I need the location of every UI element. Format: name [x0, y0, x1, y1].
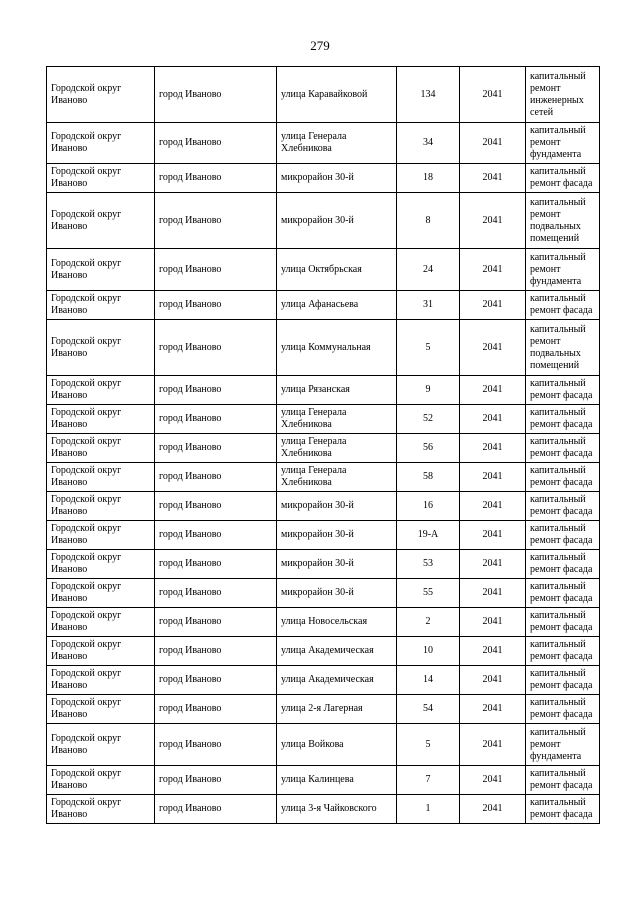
house-number-cell: 31 [397, 291, 460, 320]
street-cell: микрорайон 30-й [277, 193, 397, 249]
year-cell: 2041 [460, 164, 526, 193]
street-cell: улица Октябрьская [277, 249, 397, 291]
work-type-cell: капитальный ремонт подвальных помещений [526, 320, 600, 376]
year-cell: 2041 [460, 249, 526, 291]
city-cell: город Иваново [155, 123, 277, 164]
table-row [47, 67, 600, 123]
table-row [47, 193, 600, 249]
work-type-cell: капитальный ремонт фундамента [526, 724, 600, 766]
city-cell: город Иваново [155, 666, 277, 695]
year-cell: 2041 [460, 405, 526, 434]
repair-schedule-table [46, 66, 600, 824]
house-number-cell: 16 [397, 492, 460, 521]
city-cell: город Иваново [155, 249, 277, 291]
year-cell: 2041 [460, 608, 526, 637]
work-type-cell: капитальный ремонт фасада [526, 291, 600, 320]
year-cell: 2041 [460, 463, 526, 492]
city-cell: город Иваново [155, 193, 277, 249]
house-number-cell: 24 [397, 249, 460, 291]
okrug-cell: Городской округ Иваново [47, 695, 155, 724]
year-cell: 2041 [460, 67, 526, 123]
table-row [47, 521, 600, 550]
year-cell: 2041 [460, 193, 526, 249]
city-cell: город Иваново [155, 766, 277, 795]
city-cell: город Иваново [155, 492, 277, 521]
okrug-cell: Городской округ Иваново [47, 249, 155, 291]
work-type-cell: капитальный ремонт фасада [526, 766, 600, 795]
table-row [47, 164, 600, 193]
year-cell: 2041 [460, 795, 526, 824]
year-cell: 2041 [460, 376, 526, 405]
house-number-cell: 53 [397, 550, 460, 579]
year-cell: 2041 [460, 637, 526, 666]
okrug-cell: Городской округ Иваново [47, 123, 155, 164]
work-type-cell: капитальный ремонт подвальных помещений [526, 193, 600, 249]
city-cell: город Иваново [155, 376, 277, 405]
okrug-cell: Городской округ Иваново [47, 434, 155, 463]
street-cell: улица Каравайковой [277, 67, 397, 123]
table-row [47, 463, 600, 492]
year-cell: 2041 [460, 666, 526, 695]
work-type-cell: капитальный ремонт фасада [526, 405, 600, 434]
table-row [47, 695, 600, 724]
house-number-cell: 7 [397, 766, 460, 795]
year-cell: 2041 [460, 123, 526, 164]
house-number-cell: 10 [397, 637, 460, 666]
year-cell: 2041 [460, 724, 526, 766]
city-cell: город Иваново [155, 164, 277, 193]
okrug-cell: Городской округ Иваново [47, 405, 155, 434]
table-row [47, 608, 600, 637]
street-cell: улица Коммунальная [277, 320, 397, 376]
work-type-cell: капитальный ремонт фасада [526, 695, 600, 724]
street-cell: улица 3-я Чайковского [277, 795, 397, 824]
okrug-cell: Городской округ Иваново [47, 766, 155, 795]
year-cell: 2041 [460, 579, 526, 608]
city-cell: город Иваново [155, 67, 277, 123]
year-cell: 2041 [460, 521, 526, 550]
house-number-cell: 1 [397, 795, 460, 824]
work-type-cell: капитальный ремонт фасада [526, 579, 600, 608]
table-row [47, 434, 600, 463]
house-number-cell: 134 [397, 67, 460, 123]
year-cell: 2041 [460, 320, 526, 376]
okrug-cell: Городской округ Иваново [47, 291, 155, 320]
okrug-cell: Городской округ Иваново [47, 376, 155, 405]
year-cell: 2041 [460, 550, 526, 579]
house-number-cell: 55 [397, 579, 460, 608]
table-row [47, 376, 600, 405]
street-cell: улица Рязанская [277, 376, 397, 405]
house-number-cell: 58 [397, 463, 460, 492]
street-cell: улица 2-я Лагерная [277, 695, 397, 724]
city-cell: город Иваново [155, 550, 277, 579]
year-cell: 2041 [460, 492, 526, 521]
city-cell: город Иваново [155, 521, 277, 550]
street-cell: улица Академическая [277, 637, 397, 666]
year-cell: 2041 [460, 766, 526, 795]
street-cell: улица Генерала Хлебникова [277, 434, 397, 463]
street-cell: улица Генерала Хлебникова [277, 123, 397, 164]
okrug-cell: Городской округ Иваново [47, 666, 155, 695]
okrug-cell: Городской округ Иваново [47, 521, 155, 550]
house-number-cell: 34 [397, 123, 460, 164]
street-cell: улица Афанасьева [277, 291, 397, 320]
table-row [47, 320, 600, 376]
work-type-cell: капитальный ремонт фасада [526, 376, 600, 405]
street-cell: микрорайон 30-й [277, 521, 397, 550]
okrug-cell: Городской округ Иваново [47, 492, 155, 521]
okrug-cell: Городской округ Иваново [47, 164, 155, 193]
house-number-cell: 8 [397, 193, 460, 249]
okrug-cell: Городской округ Иваново [47, 320, 155, 376]
city-cell: город Иваново [155, 463, 277, 492]
street-cell: микрорайон 30-й [277, 492, 397, 521]
work-type-cell: капитальный ремонт фасада [526, 164, 600, 193]
year-cell: 2041 [460, 291, 526, 320]
work-type-cell: капитальный ремонт фасада [526, 608, 600, 637]
table-row [47, 405, 600, 434]
okrug-cell: Городской округ Иваново [47, 193, 155, 249]
street-cell: улица Калинцева [277, 766, 397, 795]
okrug-cell: Городской округ Иваново [47, 579, 155, 608]
house-number-cell: 2 [397, 608, 460, 637]
table-row [47, 795, 600, 824]
work-type-cell: капитальный ремонт фасада [526, 550, 600, 579]
house-number-cell: 5 [397, 320, 460, 376]
table-row [47, 550, 600, 579]
table-row [47, 724, 600, 766]
city-cell: город Иваново [155, 608, 277, 637]
city-cell: город Иваново [155, 579, 277, 608]
work-type-cell: капитальный ремонт фасада [526, 637, 600, 666]
city-cell: город Иваново [155, 291, 277, 320]
street-cell: улица Генерала Хлебникова [277, 463, 397, 492]
table-row [47, 123, 600, 164]
house-number-cell: 54 [397, 695, 460, 724]
table-row [47, 291, 600, 320]
city-cell: город Иваново [155, 695, 277, 724]
okrug-cell: Городской округ Иваново [47, 608, 155, 637]
okrug-cell: Городской округ Иваново [47, 550, 155, 579]
table-row [47, 492, 600, 521]
work-type-cell: капитальный ремонт фасада [526, 492, 600, 521]
house-number-cell: 52 [397, 405, 460, 434]
page-number: 279 [310, 38, 330, 53]
street-cell: микрорайон 30-й [277, 550, 397, 579]
house-number-cell: 9 [397, 376, 460, 405]
okrug-cell: Городской округ Иваново [47, 463, 155, 492]
okrug-cell: Городской округ Иваново [47, 795, 155, 824]
house-number-cell: 14 [397, 666, 460, 695]
table-row [47, 249, 600, 291]
street-cell: улица Академическая [277, 666, 397, 695]
work-type-cell: капитальный ремонт фундамента [526, 249, 600, 291]
table-row [47, 637, 600, 666]
work-type-cell: капитальный ремонт фундамента [526, 123, 600, 164]
work-type-cell: капитальный ремонт фасада [526, 521, 600, 550]
work-type-cell: капитальный ремонт инженерных сетей [526, 67, 600, 123]
year-cell: 2041 [460, 695, 526, 724]
house-number-cell: 18 [397, 164, 460, 193]
street-cell: микрорайон 30-й [277, 579, 397, 608]
okrug-cell: Городской округ Иваново [47, 67, 155, 123]
street-cell: микрорайон 30-й [277, 164, 397, 193]
city-cell: город Иваново [155, 795, 277, 824]
year-cell: 2041 [460, 434, 526, 463]
table-row [47, 579, 600, 608]
house-number-cell: 56 [397, 434, 460, 463]
house-number-cell: 19-А [397, 521, 460, 550]
work-type-cell: капитальный ремонт фасада [526, 463, 600, 492]
street-cell: улица Войкова [277, 724, 397, 766]
work-type-cell: капитальный ремонт фасада [526, 795, 600, 824]
city-cell: город Иваново [155, 724, 277, 766]
table-row [47, 766, 600, 795]
okrug-cell: Городской округ Иваново [47, 637, 155, 666]
table-row [47, 666, 600, 695]
work-type-cell: капитальный ремонт фасада [526, 666, 600, 695]
okrug-cell: Городской округ Иваново [47, 724, 155, 766]
house-number-cell: 5 [397, 724, 460, 766]
street-cell: улица Новосельская [277, 608, 397, 637]
city-cell: город Иваново [155, 637, 277, 666]
city-cell: город Иваново [155, 405, 277, 434]
street-cell: улица Генерала Хлебникова [277, 405, 397, 434]
city-cell: город Иваново [155, 434, 277, 463]
work-type-cell: капитальный ремонт фасада [526, 434, 600, 463]
city-cell: город Иваново [155, 320, 277, 376]
